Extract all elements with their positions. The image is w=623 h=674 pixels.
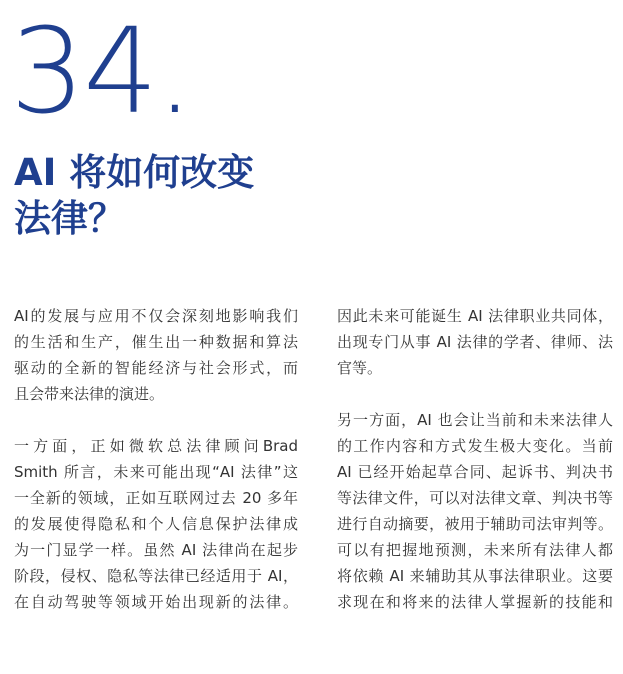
right-text-column (337, 303, 613, 641)
text-line: 因此未来可能诞生 AI 法律职业共同体， (337, 307, 613, 325)
text-line: 等法律文件，可以对法律文章、判决书等 (337, 489, 613, 507)
text-line: 驱动的全新的智能经济与社会形式，而 (14, 359, 298, 377)
text-line: 一方面，正如微软总法律顾问Brad (14, 437, 298, 455)
text-line: 为一门显学一样。虽然 AI 法律尚在起步 (14, 541, 298, 559)
text-line: 另一方面，AI 也会让当前和未来法律人 (337, 411, 613, 429)
text-line: AI 已经开始起草合同、起诉书、判决书 (337, 463, 613, 481)
text-line: AI的发展与应用不仅会深刻地影响我们 (14, 307, 298, 325)
paragraph (14, 303, 298, 407)
text-line: 出现专门从事 AI 法律的学者、律师、法 (337, 333, 613, 351)
text-line: 的发展使得隐私和个人信息保护法律成 (14, 515, 298, 533)
chapter-title (14, 150, 344, 242)
text-line: 阶段，侵权、隐私等法律已经适用于 AI， (14, 567, 298, 585)
text-line: 且会带来法律的演进。 (14, 385, 165, 403)
text-line: 将依赖 AI 来辅助其从事法律职业。这要 (337, 567, 613, 585)
text-line: 在自动驾驶等领域开始出现新的法律。 (14, 593, 298, 611)
text-line: Smith 所言，未来可能出现“AI 法律”这 (14, 463, 298, 481)
text-line: 求现在和将来的法律人掌握新的技能和 (337, 593, 613, 611)
text-line: 一全新的领域，正如互联网过去 20 多年 (14, 489, 298, 507)
chapter-title-line: 法律？ (14, 197, 125, 240)
text-line: 可以有把握地预测，未来所有法律人都 (337, 541, 613, 559)
text-line: 官等。 (337, 359, 383, 377)
chapter-title-line: AI 将如何改变 (14, 151, 255, 194)
paragraph (337, 303, 613, 381)
text-line: 的生活和生产，催生出一种数据和算法 (14, 333, 298, 351)
chapter-number: 34. (10, 2, 192, 140)
paragraph (337, 407, 613, 615)
text-line: 进行自动摘要，被用于辅助司法审判等。 (337, 515, 613, 533)
text-line: 的工作内容和方式发生极大变化。当前 (337, 437, 613, 455)
paragraph (14, 433, 298, 615)
left-text-column (14, 303, 298, 641)
